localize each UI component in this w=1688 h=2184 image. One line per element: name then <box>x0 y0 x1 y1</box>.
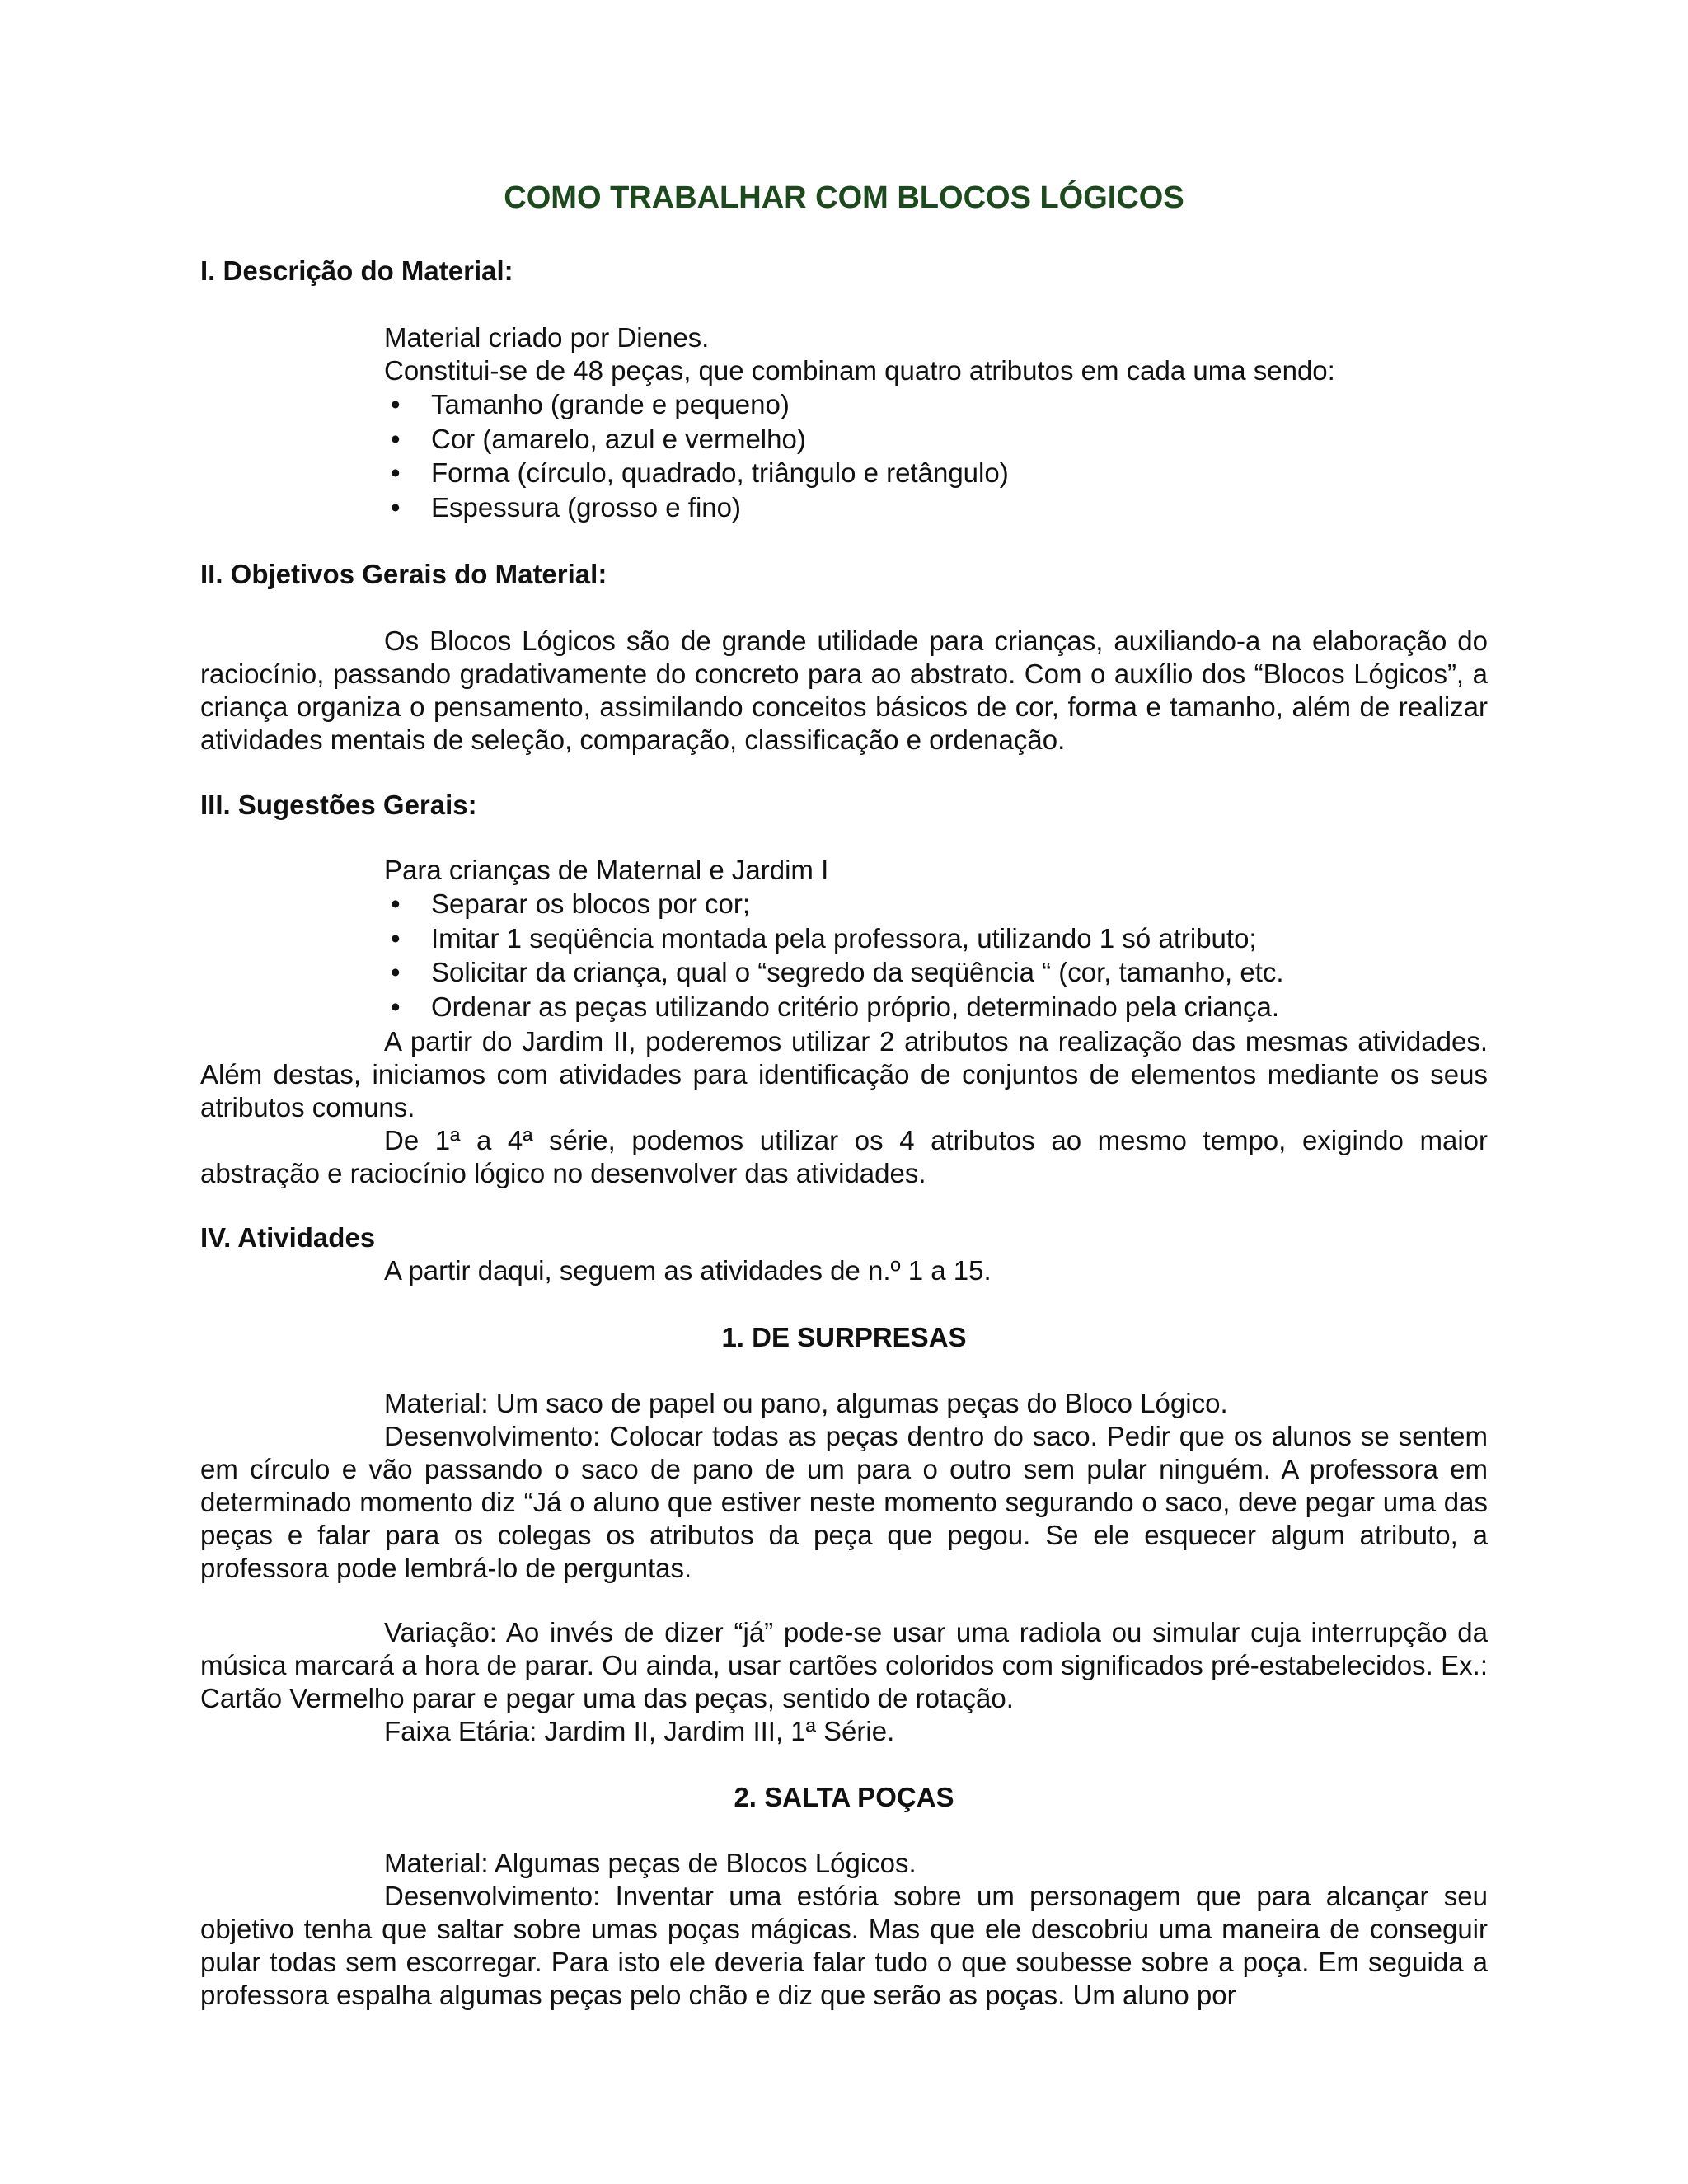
list-item: • Imitar 1 seqüência montada pela professora, utilizando 1 só atributo; <box>384 921 1284 956</box>
list-item: • Tamanho (grande e pequeno) <box>384 387 1009 422</box>
activity-1-desenvolvimento: Desenvolvimento: Colocar todas as peças dentro do saco. Pedir que os alunos se sentem em círculo e vão passando o saco de pano de um para o outro sem pular ninguém. A professora em determinado momento diz “Já o aluno que estiver neste momento segurando o saco, deve pegar uma das peças e falar para os colegas os atributos da peça que pegou. Se ele esquecer algum atributo, a professora pode lembrá-lo de perguntas. <box>200 1421 1488 1583</box>
activity-2-title: 2. SALTA POÇAS <box>734 1782 954 1812</box>
activity-1-variacao: Variação: Ao invés de dizer “já” pode-se usar uma radiola ou simular cuja interrupção da música marcará a hora de parar. Ou ainda, usar cartões coloridos com significados pré-estabelecidos. Ex.: Cartão Vermelho parar e pegar uma das peças, sentido de rotação. <box>200 1617 1488 1713</box>
section-3-paragraph-2: De 1ª a 4ª série, podemos utilizar os 4 atributos ao mesmo tempo, exigindo maior abstração e raciocínio lógico no desenvolver das atividades. <box>200 1125 1488 1188</box>
section-1-line-2: Constitui-se de 48 peças, que combinam quatro atributos em cada uma sendo: <box>384 355 1335 386</box>
list-item: • Ordenar as peças utilizando critério próprio, determinado pela criança. <box>384 990 1284 1024</box>
activity-1-title: 1. DE SURPRESAS <box>721 1322 967 1352</box>
activity-1-faixa-etaria: Faixa Etária: Jardim II, Jardim III, 1ª Série. <box>384 1716 895 1746</box>
list-item: • Solicitar da criança, qual o “segredo da seqüência “ (cor, tamanho, etc. <box>384 955 1284 990</box>
section-3-intro: Para crianças de Maternal e Jardim I <box>384 855 829 885</box>
list-item: • Cor (amarelo, azul e vermelho) <box>384 422 1009 457</box>
list-item: • Separar os blocos por cor; <box>384 887 1284 921</box>
section-3-bullet-list <box>384 887 1284 1024</box>
section-1-line-1: Material criado por Dienes. <box>384 322 710 353</box>
activity-2-desenvolvimento: Desenvolvimento: Inventar uma estória sobre um personagem que para alcançar seu objetivo tenha que saltar sobre umas poças mágicas. Mas que ele descobriu uma maneira de conseguir pular todas sem escorregar. Para isto ele deveria falar tudo o que soubesse sobre a poça. Em seguida a professora espalha algumas peças pelo chão e diz que serão as poças. Um aluno por <box>200 1881 1488 2010</box>
activity-1-material: Material: Um saco de papel ou pano, algumas peças do Bloco Lógico. <box>384 1388 1228 1418</box>
list-item: • Forma (círculo, quadrado, triângulo e retângulo) <box>384 456 1009 490</box>
section-2-heading: II. Objetivos Gerais do Material: <box>200 559 607 589</box>
document-title: COMO TRABALHAR COM BLOCOS LÓGICOS <box>504 180 1184 215</box>
list-item: • Espessura (grosso e fino) <box>384 490 1009 525</box>
section-3-paragraph-1: A partir do Jardim II, poderemos utilizar 2 atributos na realização das mesmas atividades. Além destas, iniciamos com atividades para identificação de conjuntos de elementos mediante os seus atributos comuns. <box>200 1026 1488 1122</box>
activity-2-material: Material: Algumas peças de Blocos Lógicos. <box>384 1848 917 1878</box>
section-4-heading: IV. Atividades <box>200 1222 376 1253</box>
section-3-heading: III. Sugestões Gerais: <box>200 790 477 820</box>
section-4-line: A partir daqui, seguem as atividades de n.º 1 a 15. <box>384 1255 992 1286</box>
section-1-bullet-list <box>384 387 1009 524</box>
section-1-heading: I. Descrição do Material: <box>200 255 513 286</box>
section-2-paragraph: Os Blocos Lógicos são de grande utilidade para crianças, auxiliando-a na elaboração do raciocínio, passando gradativamente do concreto para ao abstrato. Com o auxílio dos “Blocos Lógicos”, a criança organiza o pensamento, assimilando conceitos básicos de cor, forma e tamanho, além de realizar atividades mentais de seleção, comparação, classificação e ordenação. <box>200 626 1488 755</box>
